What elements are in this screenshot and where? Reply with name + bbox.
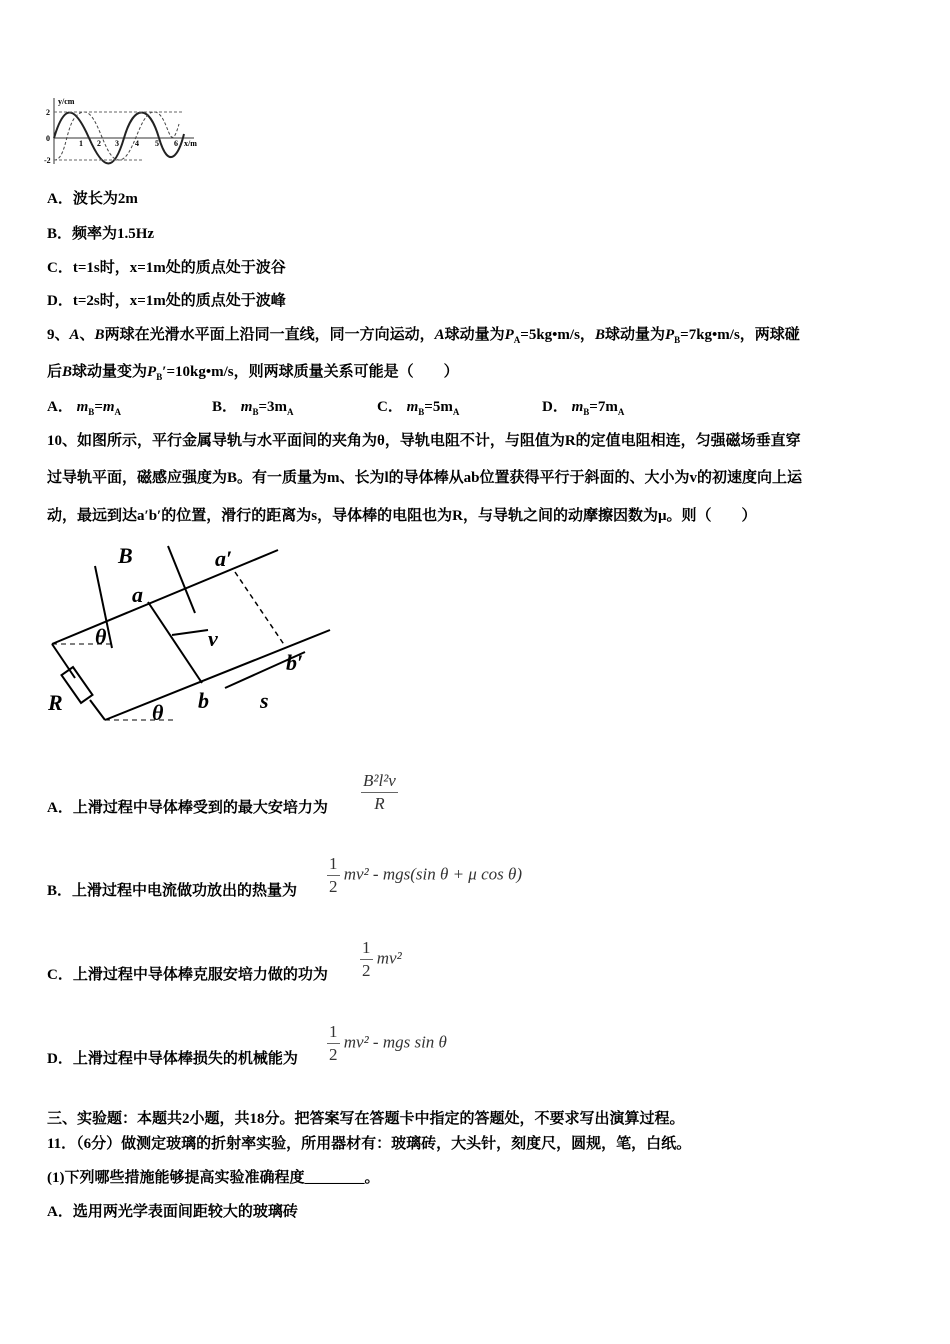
q10-option-d: D．上滑过程中导体棒损失的机械能为	[47, 1051, 298, 1067]
y-tick: -2	[44, 156, 51, 165]
formula-c: $\frac{1}{2}$ mv²	[362, 938, 402, 980]
q10-line1: 10、如图所示，平行金属导轨与水平面间的夹角为θ，导轨电阻不计，与阻值为R的定值电阻相连，匀强磁场垂直穿	[47, 433, 801, 449]
x-axis-label: x/m	[184, 139, 197, 148]
formula-b: $\frac{1}{2}$ mv² - mgs(sin θ + μ cos θ)	[329, 854, 523, 896]
rail-diagram	[40, 538, 340, 743]
q10-option-a: A．上滑过程中导体棒受到的最大安培力为	[47, 800, 328, 816]
q9-line1: 9、A、B两球在光滑水平面上沿同一直线，同一方向运动，A球动量为$P_A=5kg•m/s$，B球动量为$P_B=7kg•m/s$，两球碰	[47, 327, 800, 345]
q8-option-a: A．波长为2m	[47, 191, 138, 207]
q8-option-b: B．频率为1.5Hz	[47, 226, 155, 242]
q9-option-c: C． $m_B=5m_A$	[377, 399, 460, 417]
label-theta-bottom: θ	[152, 700, 164, 725]
x-tick: 3	[115, 139, 119, 148]
q9-line2: 后B球动量变为$P_B'=10kg•m/s$，则两球质量关系可能是（ ）	[47, 364, 459, 382]
formula-a: $\frac{\text{B²l²v}}{R}$	[363, 771, 396, 813]
label-theta-top: θ	[95, 624, 107, 649]
q9-option-b: B． $m_B=3m_A$	[212, 399, 294, 417]
q8-option-c: C．t=1s时，x=1m处的质点处于波谷	[47, 260, 286, 276]
q9-option-d: D． $m_B=7m_A$	[542, 399, 625, 417]
label-b: b	[198, 688, 209, 713]
label-r: R	[48, 690, 63, 715]
q10-line3: 动，最远到达a′b′的位置，滑行的距离为s，导体棒的电阻也为R，与导轨之间的动摩擦因数为μ。则（ ）	[47, 508, 757, 524]
q9-option-a: A． $m_B=m_A$	[47, 399, 121, 417]
q11-option-a: A．选用两光学表面间距较大的玻璃砖	[47, 1204, 298, 1220]
x-tick: 6	[174, 139, 178, 148]
x-tick: 2	[97, 139, 101, 148]
x-tick: 5	[155, 139, 159, 148]
q11-sub1: (1)下列哪些措施能够提高实验准确程度________。	[47, 1170, 380, 1186]
q10-line2: 过导轨平面，磁感应强度为B。有一质量为m、长为l的导体棒从ab位置获得平行于斜面的、大小为v的初速度向上运	[47, 470, 803, 486]
y-axis-label: y/cm	[58, 97, 75, 106]
y-tick: 2	[46, 108, 50, 117]
x-tick: 1	[79, 139, 83, 148]
label-b-field: B	[118, 543, 133, 568]
label-a: a	[132, 582, 143, 607]
label-v: v	[208, 626, 218, 651]
label-b-prime: b′	[286, 650, 304, 675]
label-a-prime: a′	[215, 546, 233, 571]
y-tick: 0	[46, 134, 50, 143]
q10-option-b: B．上滑过程中电流做功放出的热量为	[47, 883, 298, 899]
section-3-heading: 三、实验题：本题共2小题，共18分。把答案写在答题卡中指定的答题处，不要求写出演算过程。	[47, 1111, 685, 1127]
label-s: s	[260, 688, 269, 713]
q11-line1: 11．（6分）做测定玻璃的折射率实验，所用器材有：玻璃砖，大头针，刻度尺，圆规，笔，白纸。	[47, 1136, 692, 1152]
q10-option-c: C．上滑过程中导体棒克服安培力做的功为	[47, 967, 328, 983]
wave-graph	[44, 94, 204, 166]
x-tick: 4	[135, 139, 139, 148]
formula-d: $\frac{1}{2}$ mv² - mgs sin θ	[329, 1022, 447, 1064]
q8-option-d: D．t=2s时，x=1m处的质点处于波峰	[47, 293, 286, 309]
